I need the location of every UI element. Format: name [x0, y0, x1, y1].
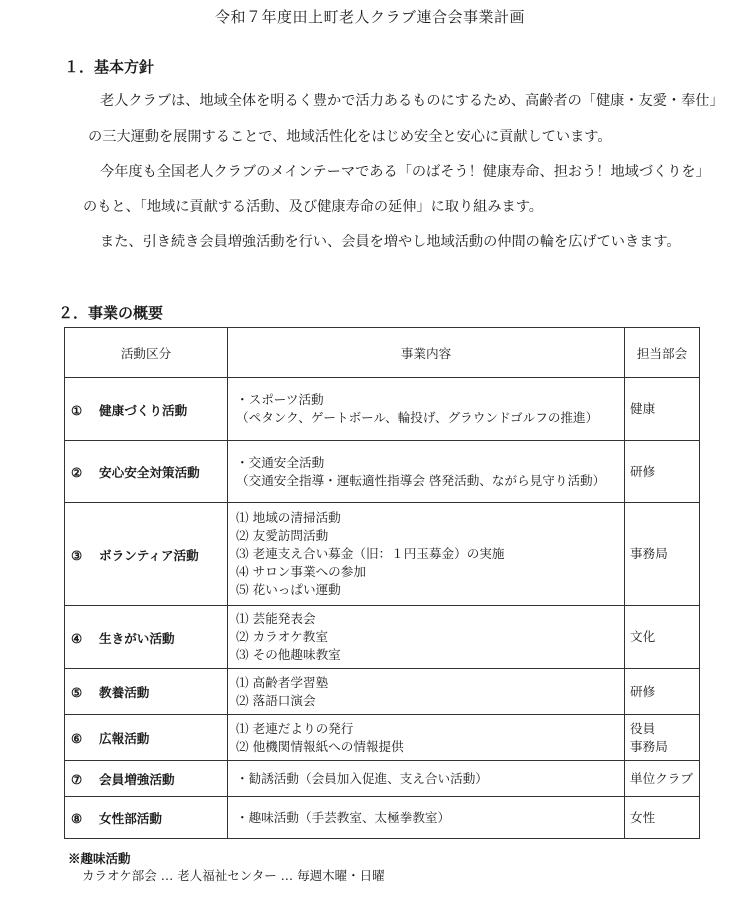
- content-line: （ペタンク、ゲートボール、輪投げ、グラウンドゴルフの推進）: [236, 410, 599, 425]
- dept-cell: [625, 606, 700, 669]
- header-dept: 担当部会: [625, 328, 700, 378]
- section-heading-overview: ２．事業の概要: [58, 304, 164, 322]
- dept-line: 事務局: [630, 546, 668, 561]
- table-row: [65, 441, 700, 503]
- dept-cell: [625, 761, 700, 797]
- table-row: [65, 503, 700, 606]
- activity-table: [64, 327, 700, 839]
- content-line: ・趣味活動（手芸教室、太極拳教室）: [236, 809, 451, 825]
- policy-paragraph: の三大運動を展開することで、地域活性化をはじめ安全と安心に貢献しています。: [88, 129, 612, 145]
- content-cell: [228, 669, 625, 715]
- category-cell: [65, 441, 228, 503]
- category-cell: [65, 378, 228, 441]
- policy-paragraph: また、引き続き会員増強活動を行い、会員を増やし地域活動の仲間の輪を広げていきます。: [100, 234, 681, 250]
- row-number: ⑤: [71, 685, 83, 700]
- category-cell: [65, 715, 228, 761]
- category-label: 安心安全対策活動: [99, 465, 200, 480]
- category-cell: [65, 503, 228, 606]
- content-cell: [228, 761, 625, 797]
- dept-line: 事務局: [630, 738, 668, 754]
- content-line: ⑴ 老連だよりの発行: [236, 720, 354, 736]
- table-header-row: [65, 328, 700, 378]
- note-line: カラオケ部会 … 老人福祉センター … 毎週木曜・日曜: [82, 868, 385, 883]
- table-row: [65, 669, 700, 715]
- dept-line: 役員: [630, 720, 656, 736]
- content-line: ⑵ カラオケ教室: [236, 629, 328, 644]
- content-cell: [228, 378, 625, 441]
- category-label: 広報活動: [99, 731, 150, 746]
- table-row: [65, 378, 700, 441]
- category-label: 健康づくり活動: [99, 402, 188, 418]
- header-category: 活動区分: [65, 328, 228, 378]
- category-label: 生きがい活動: [99, 630, 175, 646]
- category-cell: [65, 606, 228, 669]
- dept-line: 単位クラブ: [630, 770, 693, 786]
- policy-paragraph: 老人クラブは、地域全体を明るく豊かで活力あるものにするため、高齢者の「健康・友愛・奉仕」: [100, 93, 724, 109]
- table-row: [65, 797, 700, 839]
- content-line: ⑸ 花いっぱい運動: [236, 582, 341, 597]
- content-line: ⑷ サロン事業への参加: [236, 564, 366, 579]
- category-cell: [65, 669, 228, 715]
- dept-cell: [625, 797, 700, 839]
- category-label: ボランティア活動: [99, 547, 199, 563]
- table-row: [65, 761, 700, 797]
- content-cell: [228, 606, 625, 669]
- dept-line: 健康: [630, 401, 656, 416]
- content-line: ・勧誘活動（会員加入促進、支え合い活動）: [236, 770, 488, 786]
- document-title: 令和７年度田上町老人クラブ連合会事業計画: [214, 8, 525, 26]
- dept-cell: [625, 669, 700, 715]
- content-line: ⑶ 老連支え合い募金（旧：１円玉募金）の実施: [236, 546, 505, 561]
- row-number: ⑧: [71, 811, 83, 826]
- category-cell: [65, 761, 228, 797]
- header-content: 事業内容: [228, 328, 625, 378]
- content-line: ⑵ 他機関情報紙への情報提供: [236, 738, 404, 754]
- content-line: ⑶ その他趣味教室: [236, 647, 341, 662]
- dept-line: 女性: [630, 809, 656, 825]
- policy-paragraph: のもと、「地域に貢献する活動、及び健康寿命の延伸」に取り組みます。: [83, 199, 543, 215]
- dept-cell: [625, 441, 700, 503]
- dept-cell: [625, 378, 700, 441]
- row-number: ③: [71, 547, 83, 563]
- content-line: ⑵ 落語口演会: [236, 692, 316, 708]
- table-row: [65, 715, 700, 761]
- content-line: （交通安全指導・運転適性指導会 啓発活動、ながら見守り活動）: [236, 472, 606, 488]
- dept-line: 研修: [630, 463, 656, 479]
- content-line: ⑵ 友愛訪問活動: [236, 528, 329, 543]
- row-number: ①: [71, 402, 83, 418]
- category-cell: [65, 797, 228, 839]
- content-line: ⑴ 高齢者学習塾: [236, 674, 329, 690]
- policy-paragraph: 今年度も全国老人クラブのメインテーマである「のばそう！健康寿命、担おう！地域づくりを」: [100, 164, 710, 180]
- row-number: ④: [71, 630, 83, 646]
- content-line: ⑴ 地域の清掃活動: [236, 510, 341, 525]
- content-line: ・スポーツ活動: [236, 392, 324, 407]
- section-heading-basic-policy: １．基本方針: [64, 58, 155, 76]
- category-label: 会員増強活動: [99, 772, 175, 787]
- dept-cell: [625, 715, 700, 761]
- row-number: ⑥: [71, 731, 83, 746]
- dept-cell: [625, 503, 700, 606]
- row-number: ⑦: [71, 772, 83, 787]
- content-cell: [228, 715, 625, 761]
- content-line: ⑴ 芸能発表会: [236, 611, 316, 626]
- dept-line: 研修: [630, 683, 656, 699]
- content-line: ・交通安全活動: [236, 454, 325, 470]
- category-label: 女性部活動: [99, 811, 162, 826]
- row-number: ②: [71, 465, 83, 480]
- content-cell: [228, 503, 625, 606]
- note-title: ※趣味活動: [68, 851, 131, 866]
- content-cell: [228, 797, 625, 839]
- dept-line: 文化: [630, 629, 656, 644]
- table-row: [65, 606, 700, 669]
- category-label: 教養活動: [99, 685, 150, 700]
- content-cell: [228, 441, 625, 503]
